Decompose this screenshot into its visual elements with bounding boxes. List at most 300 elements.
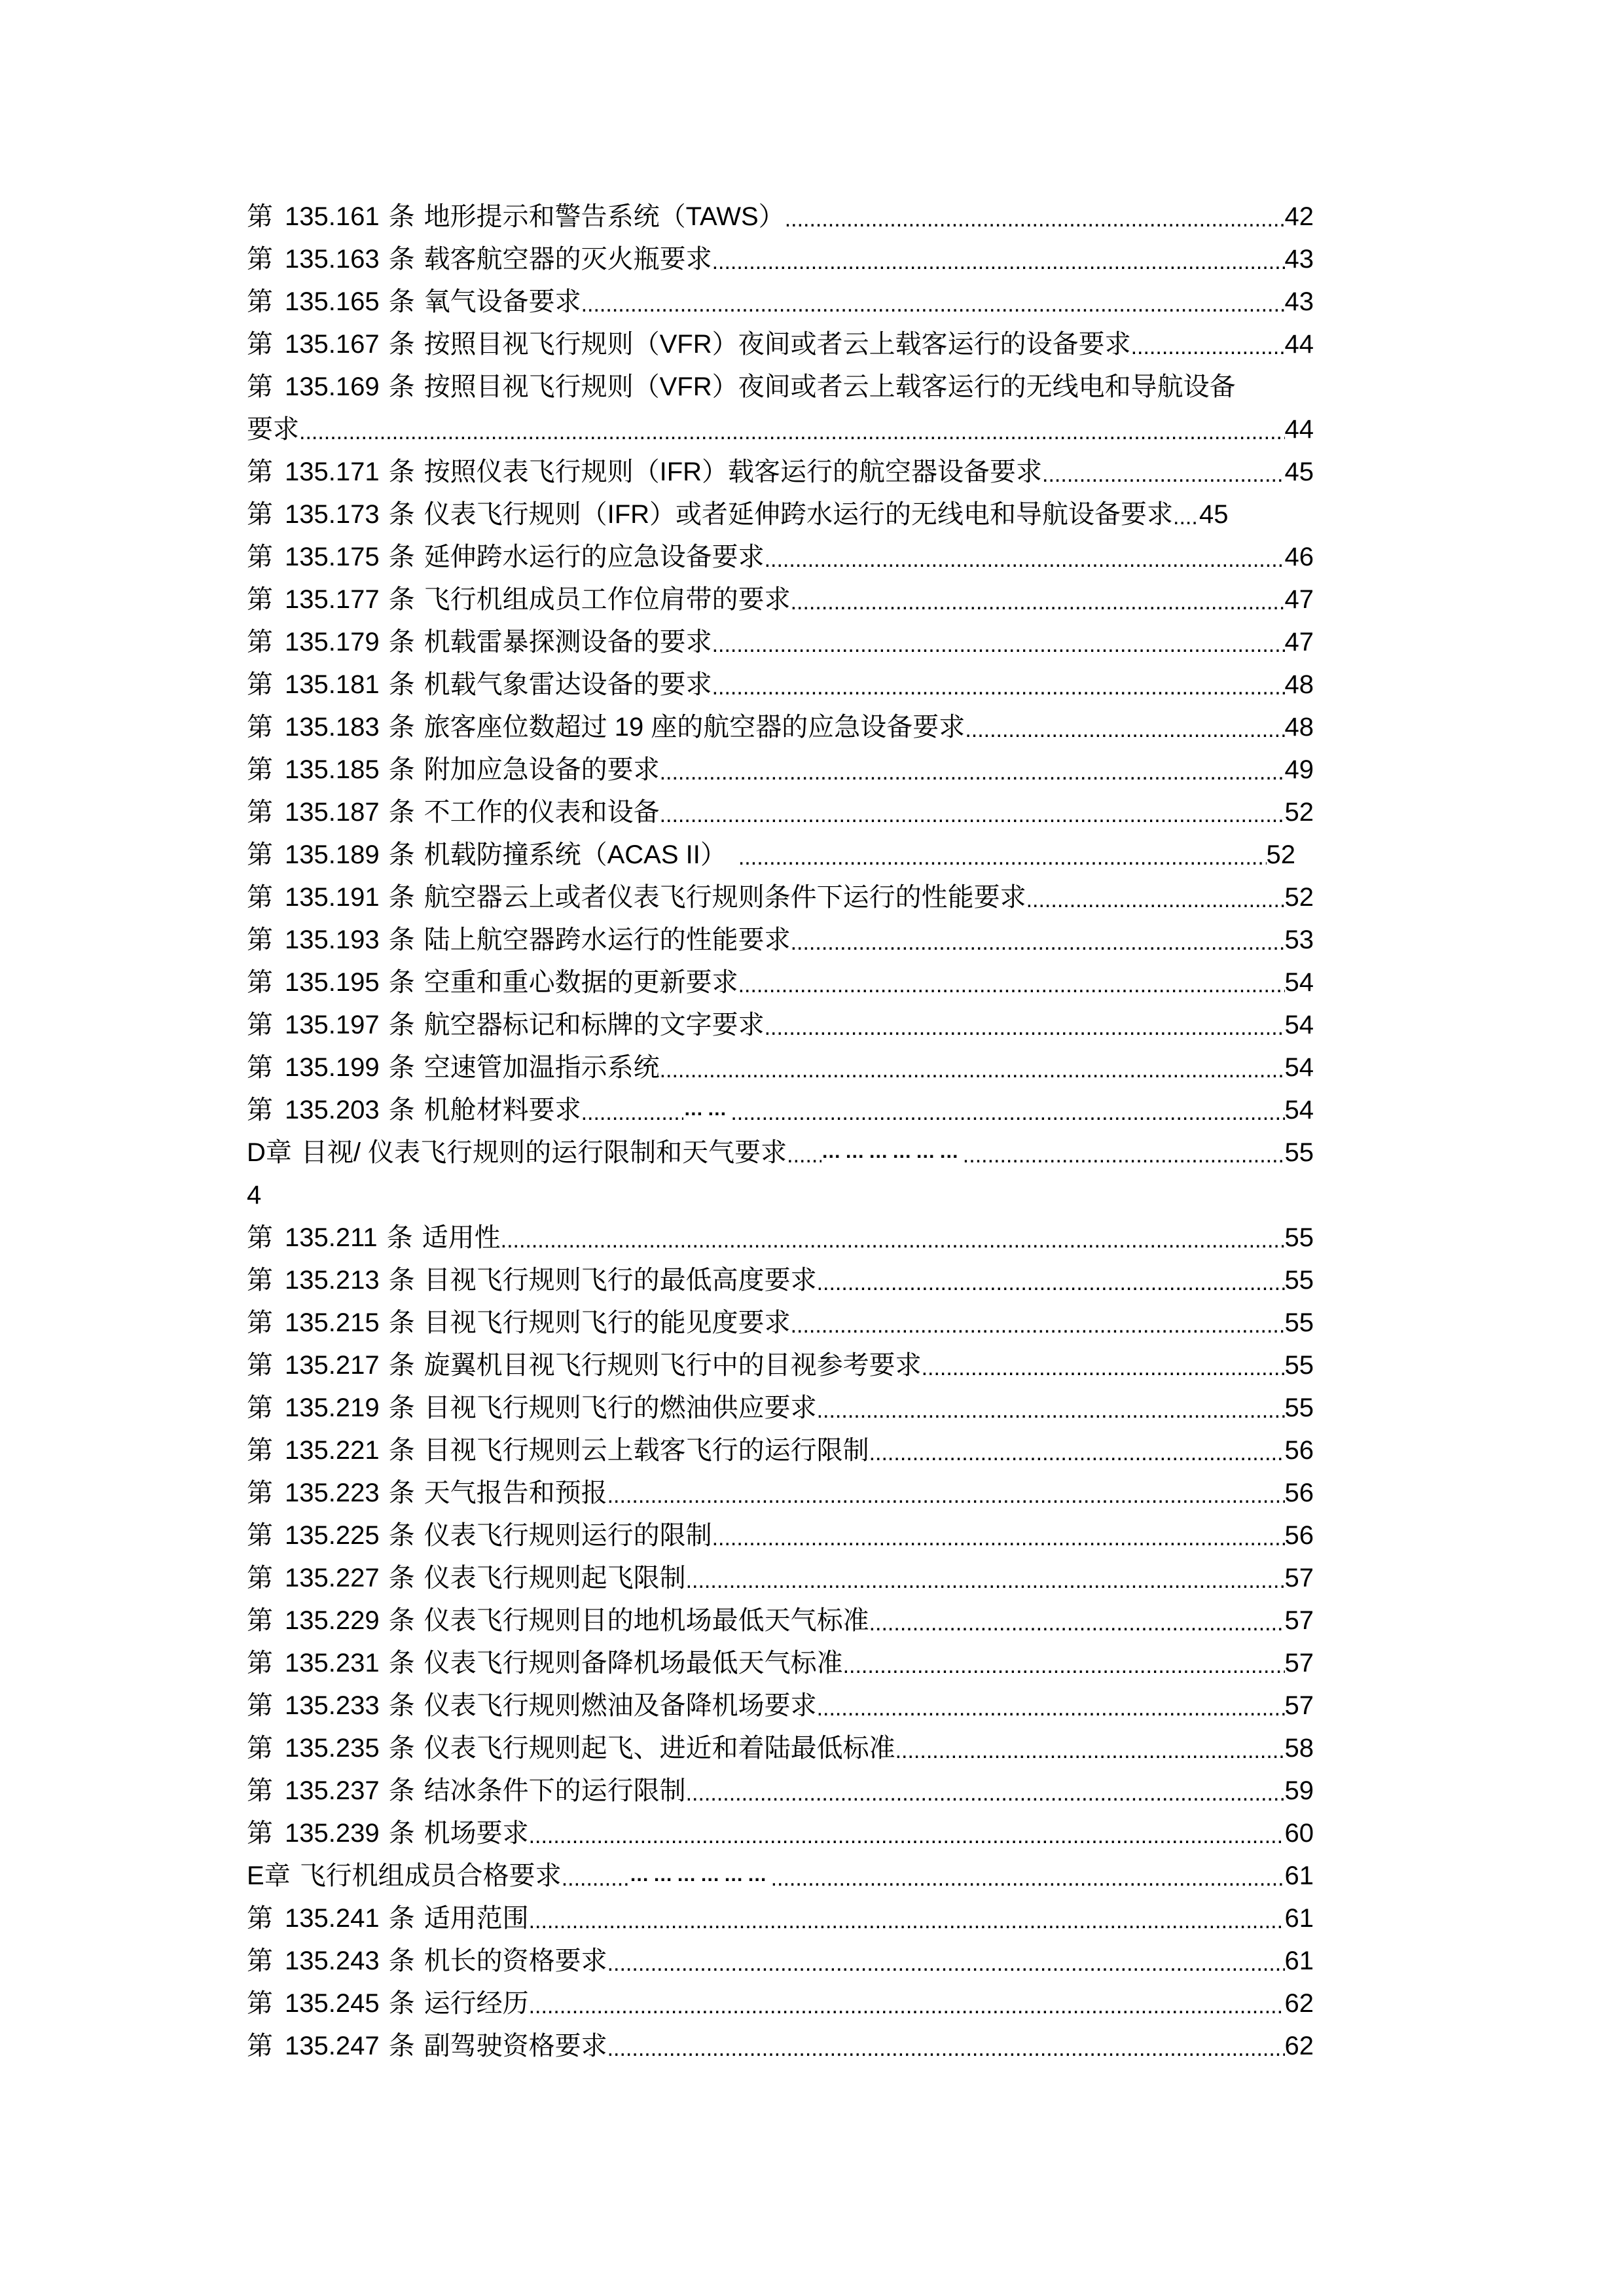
article-suffix: 条	[388, 1351, 415, 1380]
ellipsis-mark: ………………	[629, 1864, 771, 1886]
article-prefix: 第	[247, 1521, 273, 1550]
page-number: 58	[1284, 1734, 1314, 1763]
toc-entry[interactable]	[247, 1812, 1314, 1855]
article-prefix: 第	[247, 543, 273, 571]
toc-entry[interactable]	[247, 876, 1314, 919]
page-number: 45	[1284, 457, 1314, 486]
article-number: 135.187	[285, 798, 380, 827]
article-number: 135.243	[285, 1946, 380, 1975]
page-number: 52	[1284, 883, 1314, 912]
article-prefix: 第	[247, 500, 273, 529]
page-number: 43	[1284, 287, 1314, 316]
article-prefix: 第	[247, 1096, 273, 1124]
dot-leader	[1026, 879, 1285, 922]
article-title: 目视飞行规则飞行的燃油供应要求	[424, 1393, 817, 1422]
article-number: 135.211	[285, 1223, 378, 1252]
article-number: 135.197	[285, 1011, 380, 1039]
article-prefix: 第	[247, 1436, 273, 1465]
article-number: 135.185	[285, 755, 380, 784]
article-suffix: 条	[386, 1223, 413, 1252]
toc-entry[interactable]	[247, 1387, 1314, 1429]
article-number: 135.227	[285, 1564, 380, 1592]
ellipsis-mark: ……	[683, 1098, 731, 1120]
article-number: 135.223	[285, 1479, 380, 1507]
chapter-title: 飞行机组成员合格要求	[299, 1861, 562, 1890]
article-prefix: 第	[247, 1606, 273, 1635]
page-number: 61	[1284, 1904, 1314, 1933]
article-title: 按照目视飞行规则（VFR）夜间或者云上载客运行的设备要求	[424, 330, 1131, 359]
toc-entry[interactable]	[247, 238, 1314, 281]
toc-entry[interactable]	[247, 196, 1314, 238]
article-number: 135.219	[285, 1393, 380, 1422]
article-suffix: 条	[388, 330, 415, 359]
page-number: 44	[1284, 415, 1314, 444]
toc-entry[interactable]	[247, 2025, 1314, 2068]
dot-leader	[660, 1049, 1285, 1092]
dot-leader	[501, 1219, 1285, 1262]
dot-leader-segment	[581, 1092, 684, 1132]
page-number: 56	[1284, 1479, 1314, 1507]
toc-entry[interactable]	[247, 664, 1314, 706]
article-suffix: 条	[388, 1436, 415, 1465]
chapter-suffix: 章	[264, 1861, 291, 1890]
article-title: 运行经历	[424, 1989, 529, 2018]
dot-leader	[660, 794, 1285, 836]
article-prefix: 第	[247, 372, 273, 401]
article-number: 135.245	[285, 1989, 380, 2018]
toc-entry[interactable]	[247, 706, 1314, 749]
article-number: 135.191	[285, 883, 380, 912]
article-suffix: 条	[388, 457, 415, 486]
dot-leader	[895, 1730, 1285, 1772]
article-prefix: 第	[247, 245, 273, 274]
article-title: 机载雷暴探测设备的要求	[424, 628, 712, 656]
page-number: 47	[1284, 628, 1314, 656]
toc-entry[interactable]	[247, 323, 1314, 366]
chapter-page-wrap	[247, 1174, 1314, 1217]
article-prefix: 第	[247, 287, 273, 316]
article-suffix: 条	[388, 1308, 415, 1337]
article-number: 135.235	[285, 1734, 380, 1763]
page-number: 54	[1284, 1053, 1314, 1082]
article-prefix: 第	[247, 925, 273, 954]
article-prefix: 第	[247, 1053, 273, 1082]
toc-entry[interactable]	[247, 1047, 1314, 1089]
page-number: 59	[1284, 1776, 1314, 1805]
article-prefix: 第	[247, 457, 273, 486]
toc-entry[interactable]	[247, 1515, 1314, 1557]
page-number: 62	[1284, 2032, 1314, 2060]
page-number: 54	[1284, 968, 1314, 997]
dot-leader	[712, 666, 1285, 709]
article-suffix: 条	[388, 1776, 415, 1805]
toc-entry-continuation[interactable]	[247, 408, 1314, 451]
toc-entry[interactable]	[247, 366, 1314, 408]
article-title: 不工作的仪表和设备	[424, 798, 660, 827]
article-number: 135.247	[285, 2032, 380, 2060]
article-title: 天气报告和预报	[424, 1479, 607, 1507]
dot-leader	[1131, 326, 1285, 368]
toc-entry[interactable]	[247, 791, 1314, 834]
article-title: 目视飞行规则飞行的能见度要求	[424, 1308, 791, 1337]
article-number: 135.169	[285, 372, 380, 401]
dot-leader	[712, 241, 1285, 283]
article-number: 135.231	[285, 1649, 380, 1677]
toc-entry[interactable]	[247, 1642, 1314, 1685]
article-title-continuation: 要求	[247, 415, 299, 444]
dot-leader-segment	[771, 1857, 1285, 1897]
toc-entry[interactable]	[247, 1089, 1314, 1132]
article-title: 仪表飞行规则备降机场最低天气标准	[424, 1649, 843, 1677]
page-number: 55	[1284, 1393, 1314, 1422]
article-suffix: 条	[388, 628, 415, 656]
page-number: 57	[1284, 1691, 1314, 1720]
article-title: 空速管加温指示系统	[424, 1053, 660, 1082]
toc-entry[interactable]	[247, 1004, 1314, 1047]
page-number: 48	[1284, 670, 1314, 699]
article-title: 机载气象雷达设备的要求	[424, 670, 712, 699]
article-prefix: 第	[247, 1946, 273, 1975]
article-suffix: 条	[388, 1564, 415, 1592]
article-number: 135.171	[285, 457, 380, 486]
dot-leader	[581, 283, 1285, 326]
toc-entry[interactable]	[247, 1770, 1314, 1812]
toc-entry[interactable]	[247, 1940, 1314, 1982]
dot-leader	[738, 836, 1267, 879]
dot-leader	[869, 1602, 1285, 1645]
page-number: 44	[1284, 330, 1314, 359]
article-prefix: 第	[247, 1691, 273, 1720]
page-number: 60	[1284, 1819, 1314, 1848]
toc-entry[interactable]	[247, 1472, 1314, 1515]
article-prefix: 第	[247, 1266, 273, 1295]
toc-entry[interactable]	[247, 834, 1314, 876]
toc-entry[interactable]	[247, 1344, 1314, 1387]
dot-leader	[712, 624, 1285, 666]
page-number: 54	[1284, 1011, 1314, 1039]
page-number: 52	[1266, 840, 1295, 869]
article-number: 135.215	[285, 1308, 380, 1337]
toc-entry[interactable]	[247, 1600, 1314, 1642]
toc-entry[interactable]	[247, 493, 1314, 536]
toc-entry[interactable]	[247, 1429, 1314, 1472]
article-prefix: 第	[247, 1351, 273, 1380]
article-title: 仪表飞行规则起飞、进近和着陆最低标准	[424, 1734, 895, 1763]
dot-leader	[581, 1089, 1285, 1132]
article-title: 载客航空器的灭火瓶要求	[424, 245, 712, 274]
toc-entry[interactable]	[247, 1217, 1314, 1259]
article-prefix: 第	[247, 1308, 273, 1337]
page-number: 57	[1284, 1649, 1314, 1677]
article-prefix: 第	[247, 1223, 273, 1252]
article-title: 机舱材料要求	[424, 1096, 581, 1124]
article-number: 135.165	[285, 287, 380, 316]
article-prefix: 第	[247, 330, 273, 359]
toc-entry[interactable]	[247, 749, 1314, 791]
page-number-wrap: 4	[247, 1181, 262, 1210]
dot-leader	[791, 1304, 1285, 1347]
article-prefix: 第	[247, 1649, 273, 1677]
toc-entry[interactable]	[247, 281, 1314, 323]
article-title: 按照目视飞行规则（VFR）夜间或者云上载客运行的无线电和导航设备	[424, 372, 1236, 401]
page-number: 53	[1284, 925, 1314, 954]
article-suffix: 条	[388, 883, 415, 912]
article-prefix: 第	[247, 1819, 273, 1848]
page-number: 55	[1284, 1266, 1314, 1295]
page-number: 62	[1284, 1989, 1314, 2018]
dot-leader	[1173, 496, 1199, 539]
dot-leader	[843, 1645, 1285, 1687]
article-title: 适用范围	[424, 1904, 529, 1933]
dot-leader	[791, 922, 1285, 964]
dot-leader	[712, 1517, 1285, 1560]
toc-entry[interactable]	[247, 1727, 1314, 1770]
toc-entry[interactable]	[247, 961, 1314, 1004]
dot-leader	[529, 1985, 1285, 2028]
article-prefix: 第	[247, 1776, 273, 1805]
dot-leader	[765, 539, 1285, 581]
dot-leader	[607, 1943, 1285, 1985]
article-title: 按照仪表飞行规则（IFR）载客运行的航空器设备要求	[424, 457, 1043, 486]
article-title: 陆上航空器跨水运行的性能要求	[424, 925, 791, 954]
article-suffix: 条	[388, 713, 415, 742]
article-title: 仪表飞行规则目的地机场最低天气标准	[424, 1606, 869, 1635]
toc-entry[interactable]	[247, 1897, 1314, 1940]
article-prefix: 第	[247, 202, 273, 231]
article-number: 135.217	[285, 1351, 380, 1380]
article-prefix: 第	[247, 1904, 273, 1933]
chapter-letter: D	[247, 1138, 266, 1167]
page-number: 55	[1284, 1223, 1314, 1252]
article-prefix: 第	[247, 2032, 273, 2060]
page-number: 49	[1284, 755, 1314, 784]
page-number: 55	[1284, 1138, 1314, 1167]
article-suffix: 条	[388, 1691, 415, 1720]
article-title: 结冰条件下的运行限制	[424, 1776, 686, 1805]
table-of-contents	[247, 196, 1314, 2068]
dot-leader	[965, 709, 1284, 751]
dot-leader	[562, 1855, 1285, 1897]
dot-leader	[607, 1475, 1285, 1517]
dot-leader	[607, 2028, 1285, 2070]
chapter-heading[interactable]	[247, 1132, 1314, 1174]
article-number: 135.183	[285, 713, 380, 742]
dot-leader-segment	[731, 1092, 1284, 1132]
page-number: 57	[1284, 1564, 1314, 1592]
dot-leader	[785, 198, 1285, 241]
article-prefix: 第	[247, 670, 273, 699]
dot-leader	[660, 751, 1285, 794]
chapter-suffix: 章	[265, 1138, 292, 1167]
article-prefix: 第	[247, 1393, 273, 1422]
article-number: 135.203	[285, 1096, 380, 1124]
dot-leader-segment	[963, 1134, 1285, 1174]
article-prefix: 第	[247, 1479, 273, 1507]
article-title: 航空器标记和标牌的文字要求	[424, 1011, 765, 1039]
dot-leader	[869, 1432, 1285, 1475]
article-title: 旋翼机目视飞行规则飞行中的目视参考要求	[424, 1351, 922, 1380]
article-title: 仪表飞行规则起飞限制	[424, 1564, 686, 1592]
article-suffix: 条	[388, 1904, 415, 1933]
article-number: 135.173	[285, 500, 380, 529]
article-suffix: 条	[388, 585, 415, 614]
dot-leader	[765, 1007, 1285, 1049]
article-number: 135.237	[285, 1776, 380, 1805]
article-suffix: 条	[388, 925, 415, 954]
dot-leader	[738, 964, 1285, 1007]
article-title: 延伸跨水运行的应急设备要求	[424, 543, 765, 571]
toc-entry[interactable]	[247, 451, 1314, 493]
article-number: 135.193	[285, 925, 380, 954]
dot-leader	[1042, 454, 1284, 496]
page-number: 55	[1284, 1351, 1314, 1380]
dot-leader-segment	[787, 1134, 821, 1174]
dot-leader	[529, 1900, 1285, 1943]
page-number: 45	[1199, 500, 1229, 529]
article-suffix: 条	[388, 543, 415, 571]
article-suffix: 条	[388, 1734, 415, 1763]
article-suffix: 条	[388, 798, 415, 827]
article-suffix: 条	[388, 670, 415, 699]
article-suffix: 条	[388, 755, 415, 784]
article-suffix: 条	[388, 1606, 415, 1635]
page-number: 61	[1284, 1861, 1314, 1890]
article-prefix: 第	[247, 798, 273, 827]
article-title: 旅客座位数超过 19 座的航空器的应急设备要求	[424, 713, 965, 742]
dot-leader	[529, 1815, 1285, 1857]
toc-entry[interactable]	[247, 1302, 1314, 1344]
article-title: 地形提示和警告系统（TAWS）	[424, 202, 785, 231]
page-number: 46	[1284, 543, 1314, 571]
dot-leader	[787, 1132, 1284, 1174]
article-title: 目视飞行规则云上载客飞行的运行限制	[424, 1436, 869, 1465]
article-suffix: 条	[388, 500, 415, 529]
article-number: 135.175	[285, 543, 380, 571]
article-suffix: 条	[388, 1989, 415, 2018]
article-number: 135.199	[285, 1053, 380, 1082]
article-prefix: 第	[247, 968, 273, 997]
page-number: 57	[1284, 1606, 1314, 1635]
toc-entry[interactable]	[247, 1259, 1314, 1302]
article-title: 氧气设备要求	[424, 287, 581, 316]
dot-leader	[817, 1390, 1285, 1432]
article-number: 135.179	[285, 628, 380, 656]
toc-entry[interactable]	[247, 1685, 1314, 1727]
article-prefix: 第	[247, 1989, 273, 2018]
chapter-letter: E	[247, 1861, 264, 1890]
article-suffix: 条	[388, 1819, 415, 1848]
article-suffix: 条	[388, 245, 415, 274]
toc-entry[interactable]	[247, 919, 1314, 961]
article-title: 航空器云上或者仪表飞行规则条件下运行的性能要求	[424, 883, 1026, 912]
chapter-heading[interactable]	[247, 1855, 1314, 1897]
article-title: 副驾驶资格要求	[424, 2032, 607, 2060]
article-prefix: 第	[247, 585, 273, 614]
article-number: 135.213	[285, 1266, 380, 1295]
article-prefix: 第	[247, 755, 273, 784]
chapter-title: 目视/ 仪表飞行规则的运行限制和天气要求	[300, 1138, 787, 1167]
article-suffix: 条	[388, 968, 415, 997]
article-number: 135.195	[285, 968, 380, 997]
article-prefix: 第	[247, 1011, 273, 1039]
article-suffix: 条	[388, 1096, 415, 1124]
article-suffix: 条	[388, 1053, 415, 1082]
toc-entry[interactable]	[247, 579, 1314, 621]
article-prefix: 第	[247, 628, 273, 656]
article-title: 机长的资格要求	[424, 1946, 607, 1975]
page-number: 56	[1284, 1521, 1314, 1550]
toc-entry[interactable]	[247, 621, 1314, 664]
article-title: 机载防撞系统（ACAS II）	[424, 840, 727, 869]
article-suffix: 条	[388, 202, 415, 231]
page-number: 47	[1284, 585, 1314, 614]
article-suffix: 条	[388, 2032, 415, 2060]
article-number: 135.177	[285, 585, 380, 614]
dot-leader	[817, 1262, 1285, 1304]
article-suffix: 条	[388, 840, 415, 869]
article-title: 空重和重心数据的更新要求	[424, 968, 738, 997]
article-title: 目视飞行规则飞行的最低高度要求	[424, 1266, 817, 1295]
article-prefix: 第	[247, 883, 273, 912]
ellipsis-mark: ………………	[821, 1141, 963, 1162]
article-prefix: 第	[247, 1564, 273, 1592]
dot-leader	[686, 1560, 1285, 1602]
article-title: 附加应急设备的要求	[424, 755, 660, 784]
toc-entry[interactable]	[247, 1982, 1314, 2025]
article-number: 135.161	[285, 202, 380, 231]
page-number: 52	[1284, 798, 1314, 827]
dot-leader	[686, 1772, 1285, 1815]
article-number: 135.167	[285, 330, 380, 359]
article-suffix: 条	[388, 287, 415, 316]
toc-entry[interactable]	[247, 1557, 1314, 1600]
article-suffix: 条	[388, 1266, 415, 1295]
page-number: 56	[1284, 1436, 1314, 1465]
article-suffix: 条	[388, 1649, 415, 1677]
dot-leader-segment	[562, 1857, 630, 1897]
article-number: 135.241	[285, 1904, 380, 1933]
dot-leader	[922, 1347, 1285, 1390]
article-suffix: 条	[388, 372, 415, 401]
page-number: 61	[1284, 1946, 1314, 1975]
article-number: 135.233	[285, 1691, 380, 1720]
article-suffix: 条	[388, 1521, 415, 1550]
page-number: 55	[1284, 1308, 1314, 1337]
toc-entry[interactable]	[247, 536, 1314, 579]
article-number: 135.163	[285, 245, 380, 274]
article-suffix: 条	[388, 1011, 415, 1039]
dot-leader	[791, 581, 1285, 624]
page-number: 42	[1284, 202, 1314, 231]
article-title: 仪表飞行规则（IFR）或者延伸跨水运行的无线电和导航设备要求	[424, 500, 1174, 529]
article-prefix: 第	[247, 713, 273, 742]
article-number: 135.189	[285, 840, 380, 869]
article-suffix: 条	[388, 1479, 415, 1507]
article-number: 135.221	[285, 1436, 380, 1465]
page-number: 48	[1284, 713, 1314, 742]
page-number: 43	[1284, 245, 1314, 274]
article-number: 135.225	[285, 1521, 380, 1550]
article-prefix: 第	[247, 1734, 273, 1763]
article-title: 飞行机组成员工作位肩带的要求	[424, 585, 791, 614]
page-number: 54	[1284, 1096, 1314, 1124]
article-title: 仪表飞行规则燃油及备降机场要求	[424, 1691, 817, 1720]
article-title: 适用性	[422, 1223, 501, 1252]
article-prefix: 第	[247, 840, 273, 869]
article-suffix: 条	[388, 1946, 415, 1975]
article-title: 仪表飞行规则运行的限制	[424, 1521, 712, 1550]
dot-leader	[299, 411, 1285, 454]
